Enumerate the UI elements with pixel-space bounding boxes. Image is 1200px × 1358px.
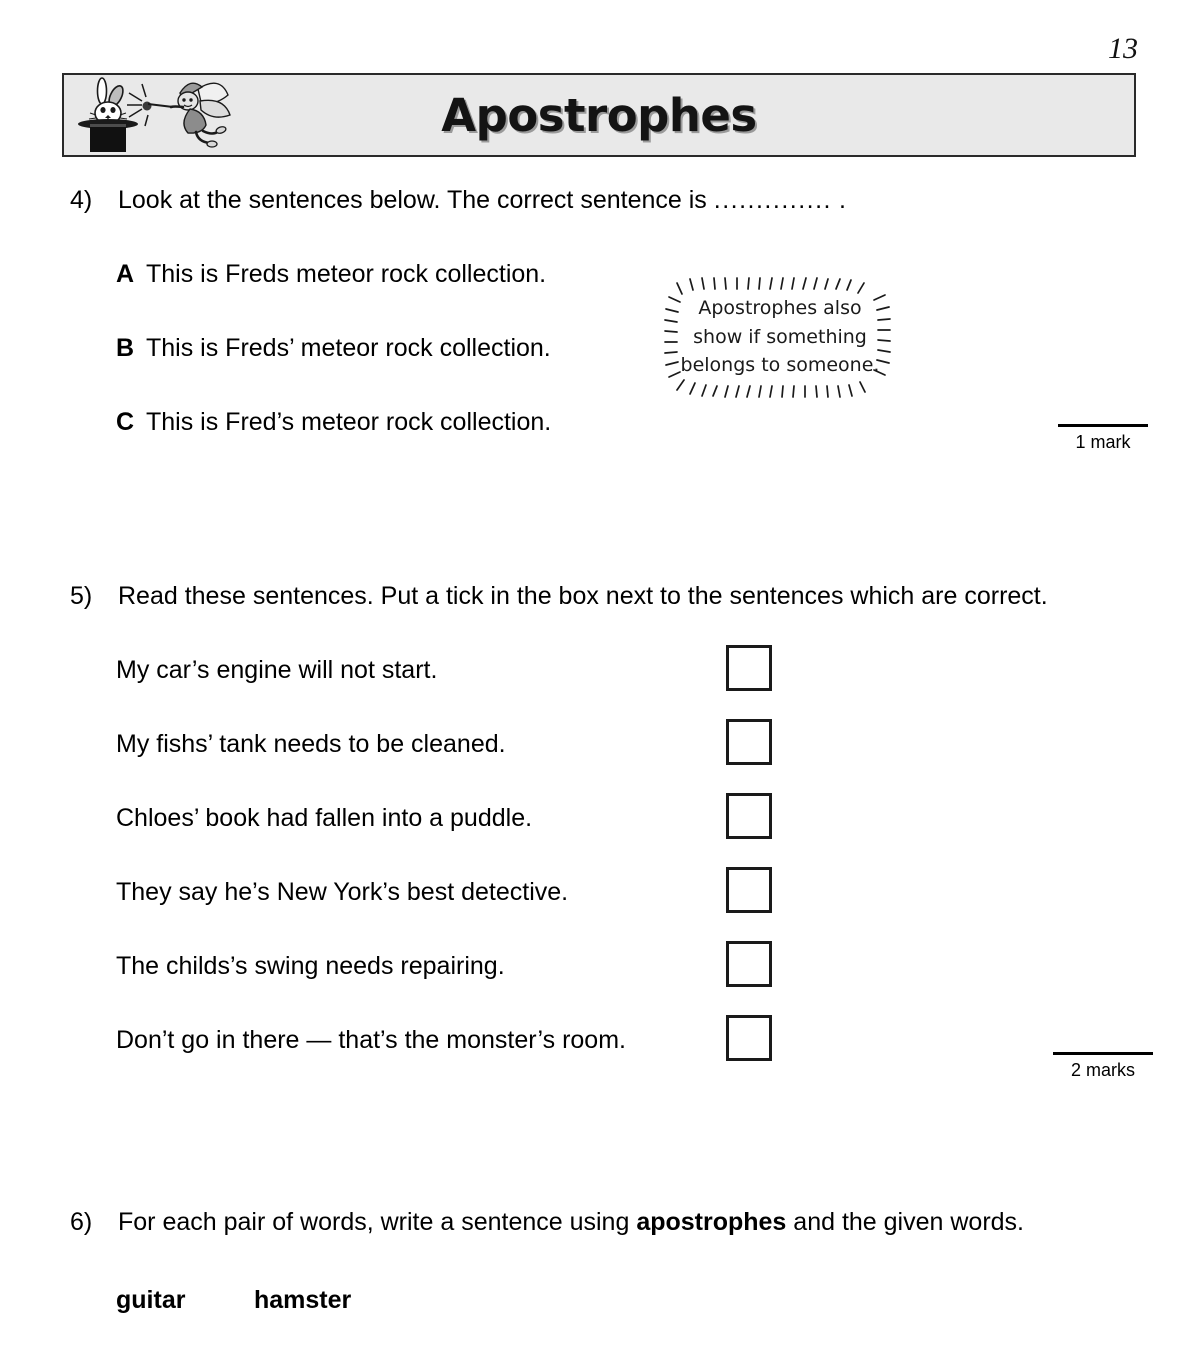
question-6-number: 6)	[70, 1208, 93, 1236]
hint-line-1: Apostrophes also	[698, 296, 862, 319]
question-5-sentence-4: They say he’s New York’s best detective.	[116, 878, 569, 906]
option-a-letter: A	[116, 260, 135, 288]
banner-artwork	[70, 75, 290, 155]
option-a-text: This is Freds meteor rock collection.	[146, 260, 547, 288]
rabbit-in-hat-icon	[78, 78, 138, 152]
page-title-banner	[62, 73, 1136, 157]
question-5-sentence-1: My car’s engine will not start.	[116, 656, 438, 684]
marks-rule	[1058, 424, 1148, 427]
option-b-letter: B	[116, 334, 135, 362]
hint-callout	[660, 272, 900, 402]
question-5-sentence-5: The childs’s swing needs repairing.	[116, 952, 505, 980]
option-b-text: This is Freds’ meteor rock collection.	[146, 334, 551, 362]
question-5-sentence-6: Don’t go in there — that’s the monster’s room.	[116, 1026, 626, 1054]
question-6-word-1: guitar	[116, 1286, 186, 1314]
question-5-sentence-2: My fishs’ tank needs to be cleaned.	[116, 730, 506, 758]
question-6-word-2: hamster	[254, 1286, 352, 1314]
option-c-text: This is Fred’s meteor rock collection.	[146, 408, 552, 436]
tick-box-1[interactable]	[726, 645, 772, 691]
hint-text	[682, 294, 878, 380]
page-number: 13	[1108, 32, 1138, 65]
question-6-prompt	[118, 1208, 1024, 1237]
question-5-sentence-3: Chloes’ book had fallen into a puddle.	[116, 804, 533, 832]
question-6-prompt-part1: For each pair of words, write a sentence using	[118, 1208, 637, 1236]
page-title: Apostrophes	[441, 88, 757, 142]
question-4-option-a[interactable]	[116, 260, 546, 289]
tick-box-3[interactable]	[726, 793, 772, 839]
question-4-option-b[interactable]	[116, 334, 551, 363]
marks-label: 1 mark	[1075, 432, 1131, 452]
option-c-letter: C	[116, 408, 135, 436]
question-5-prompt: Read these sentences. Put a tick in the box next to the sentences which are correct.	[118, 582, 1048, 610]
fairy-with-wand-icon	[148, 83, 230, 147]
hint-line-2: show if something	[693, 325, 867, 348]
hint-line-3: belongs to someone.	[680, 354, 880, 377]
tick-box-2[interactable]	[726, 719, 772, 765]
tick-box-5[interactable]	[726, 941, 772, 987]
tick-box-4[interactable]	[726, 867, 772, 913]
question-4-prompt	[118, 186, 846, 215]
marks-label: 2 marks	[1070, 1060, 1135, 1080]
question-4-prompt-period: .	[838, 186, 846, 214]
question-4-number: 4)	[70, 186, 93, 214]
question-4-option-c[interactable]	[116, 408, 551, 437]
question-4-answer-blank[interactable]: ..............	[713, 186, 832, 214]
question-4-marks	[1058, 424, 1148, 453]
question-6-prompt-bold: apostrophes	[636, 1208, 787, 1236]
question-6-prompt-part2: and the given words.	[786, 1208, 1024, 1236]
marks-rule	[1053, 1052, 1153, 1055]
question-4-prompt-text: Look at the sentences below. The correct sentence is	[118, 186, 707, 214]
tick-box-6[interactable]	[726, 1015, 772, 1061]
question-5-number: 5)	[70, 582, 93, 610]
magic-sparkle-icon	[127, 84, 152, 126]
question-5-marks	[1053, 1052, 1153, 1081]
